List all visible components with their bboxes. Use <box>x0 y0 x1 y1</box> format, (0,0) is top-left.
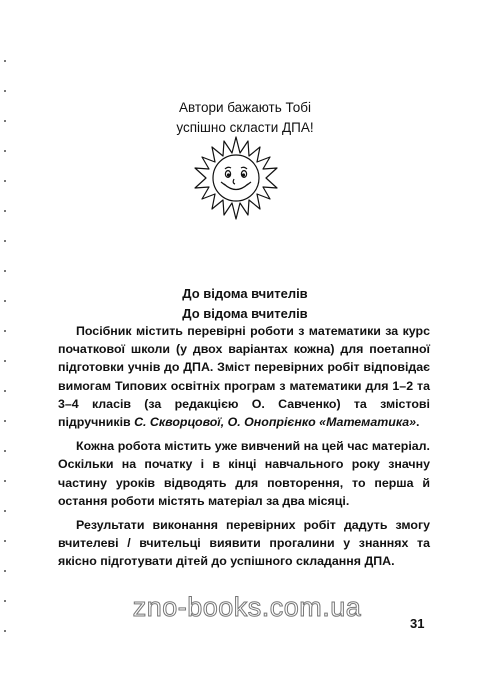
wish-text <box>120 98 370 138</box>
wish-line-1: Автори бажають Тобі <box>179 100 311 115</box>
paragraph-3: Результати виконання перевірних робіт дадуть змогу вчителеві / вчительці виявити прогалини у знаннях та якісно підготувати дітей до успішного складання ДПА. <box>58 518 430 569</box>
textbook-reference: С. Скворцової, О. Онопрієнко «Математика» <box>134 415 417 430</box>
teacher-note-text <box>58 322 430 571</box>
paragraph-2: Кожна робота містить уже вивчений на цей час матеріал. Оскільки на початку і в кінці навчального року значну частину уроків відводять для повторення, то перша й остання роботи містять матеріал за два місяці. <box>58 439 430 508</box>
paragraph-1-end: . <box>416 415 420 430</box>
page-edge-marks <box>4 60 7 660</box>
section-heading: До відома вчителів <box>182 286 308 301</box>
paragraph-1-text: Посібник містить перевірні роботи з математики за курс початкової школи (у двох варіантах кожна) для поетапної підготовки учнів до ДПА. Зміст перевірних робіт відповідає вимогам Типових освітніх програм з математики для 1–2 та 3–4 класів (за редакцією О. Савченко) та змістові підручників <box>58 324 430 430</box>
page-number: 31 <box>410 616 425 631</box>
wish-line-2: успішно скласти ДПА! <box>176 120 314 135</box>
site-watermark: zno-books.com.ua <box>132 592 362 622</box>
section-heading-repeat: До відома вчителів <box>182 306 308 321</box>
paragraph-1 <box>58 322 430 431</box>
smiling-sun-icon <box>191 133 281 223</box>
